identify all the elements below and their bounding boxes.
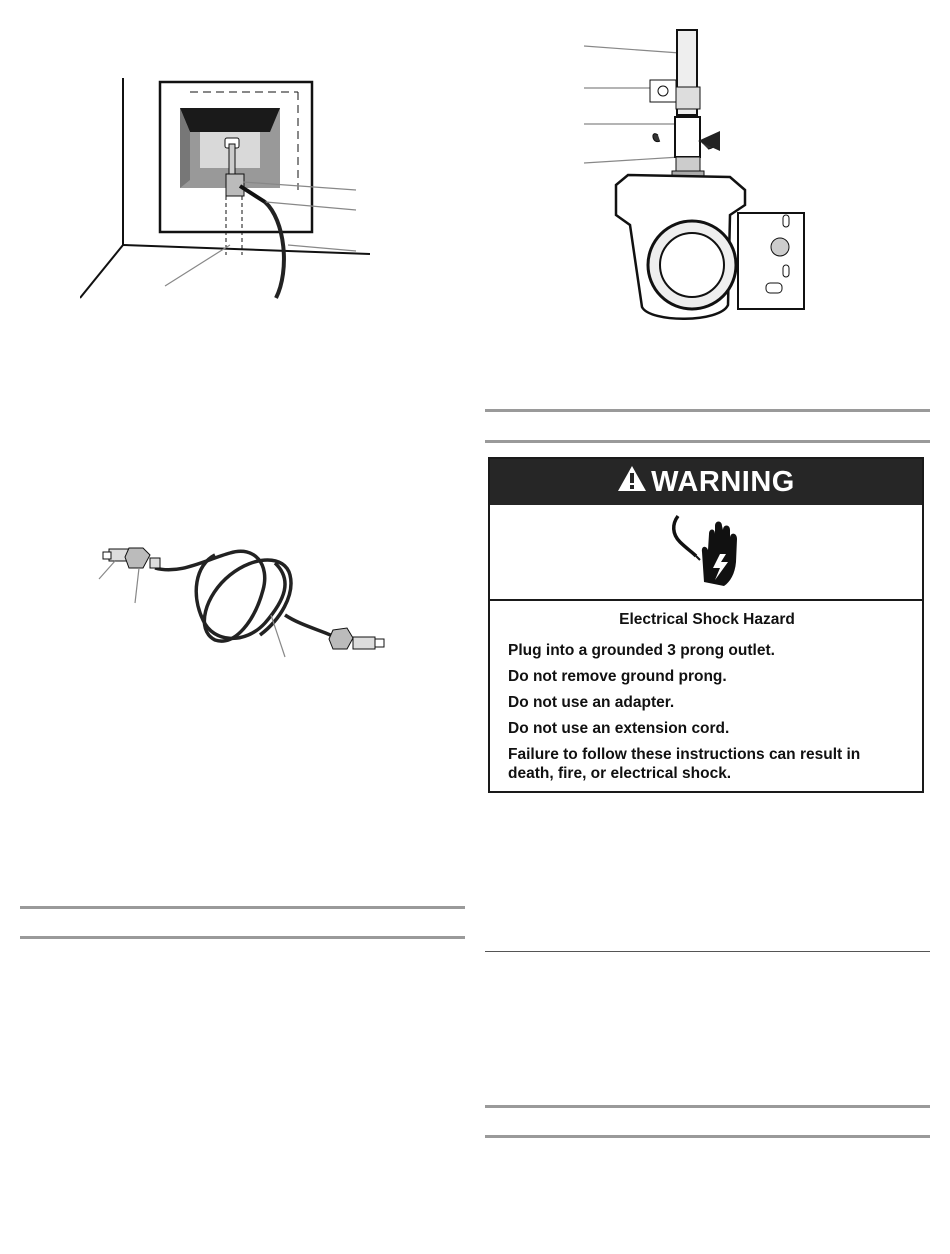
warning-instruction: Do not use an adapter. — [508, 694, 675, 711]
warning-box — [488, 457, 924, 793]
section-rule — [20, 936, 465, 939]
warning-body — [490, 601, 922, 783]
section-rule — [20, 906, 465, 909]
water-valve-box-figure — [80, 70, 370, 300]
warning-instruction: Do not use an extension cord. — [508, 720, 730, 737]
section-rule — [485, 1135, 930, 1138]
water-hose-figure — [95, 535, 395, 660]
inlet-valve-figure — [580, 25, 810, 325]
section-rule — [485, 1105, 930, 1108]
section-rule — [485, 951, 930, 952]
hazard-title: Electrical Shock Hazard — [619, 611, 795, 628]
warning-instruction: Do not remove ground prong. — [508, 668, 727, 685]
warning-instruction: Plug into a grounded 3 prong outlet. — [508, 642, 775, 659]
warning-signal-word: WARNING — [651, 465, 795, 498]
warning-triangle-icon — [617, 465, 647, 500]
warning-icon-area — [490, 505, 922, 601]
section-rule — [485, 440, 930, 443]
section-rule — [485, 409, 930, 412]
electrical-shock-hand-icon — [666, 512, 746, 593]
warning-header — [490, 459, 922, 505]
warning-instruction: Failure to follow these instructions can result in death, fire, or electrical shock. — [508, 746, 861, 782]
